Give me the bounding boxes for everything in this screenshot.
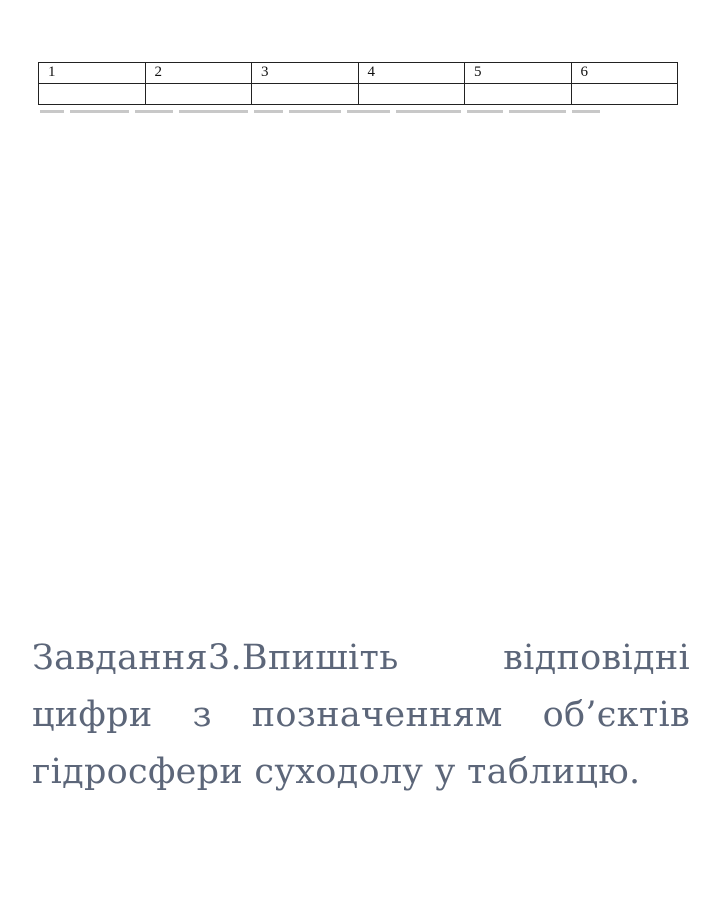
answer-cell-1[interactable] — [39, 84, 146, 105]
number-cell-6: 6 — [571, 63, 678, 84]
number-cell-3: 3 — [252, 63, 359, 84]
answer-cell-3[interactable] — [252, 84, 359, 105]
number-cell-4: 4 — [358, 63, 465, 84]
number-cell-1: 1 — [39, 63, 146, 84]
answer-table — [38, 62, 678, 105]
answer-cell-4[interactable] — [358, 84, 465, 105]
number-cell-2: 2 — [145, 63, 252, 84]
table-header-row — [39, 63, 678, 84]
cropped-text-line — [40, 108, 600, 113]
answer-cell-5[interactable] — [465, 84, 572, 105]
task-text: Завдання3.Впишіть відповідні цифри з позначенням об’єктів гідросфери суходолу у таблицю. — [32, 638, 690, 792]
table-answer-row — [39, 84, 678, 105]
answer-cell-6[interactable] — [571, 84, 678, 105]
number-cell-5: 5 — [465, 63, 572, 84]
answer-cell-2[interactable] — [145, 84, 252, 105]
